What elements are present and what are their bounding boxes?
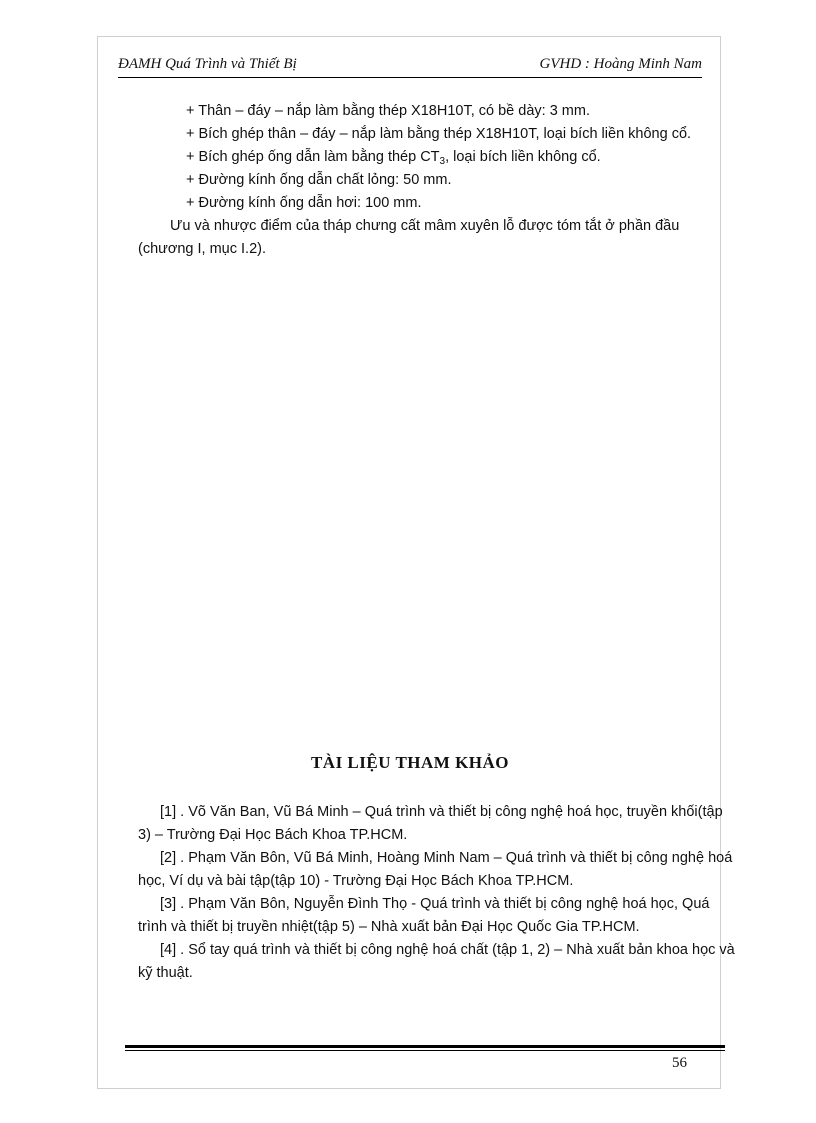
footer-divider-thin [125, 1050, 725, 1051]
footer-divider-thick [125, 1045, 725, 1048]
summary-paragraph: Ưu và nhược điểm của tháp chưng cất mâm xuyên lỗ được tóm tắt ở phần đầu (chương I, mục I.2). [138, 218, 680, 257]
header-divider [118, 77, 702, 78]
spec-vapor-pipe-diameter: + Đường kính ống dẫn hơi: 100 mm. [186, 195, 422, 211]
page-header [118, 54, 702, 74]
spec-pipe-flange-text: + Bích ghép ống dẫn làm bằng thép CT [186, 149, 440, 165]
spec-pipe-flange [138, 146, 718, 169]
material-spec-list [138, 100, 718, 261]
spec-pipe-flange-subscript: 3 [439, 156, 446, 167]
reference-item: [4] . Sổ tay quá trình và thiết bị công nghệ hoá chất (tập 1, 2) – Nhà xuất bản khoa học và kỹ thuật. [138, 942, 735, 981]
reference-item: [1] . Võ Văn Ban, Vũ Bá Minh – Quá trình và thiết bị công nghệ hoá học, truyền khối(tập 3) – Trường Đại Học Bách Khoa TP.HCM. [138, 804, 723, 843]
header-course-title: ĐAMH Quá Trình và Thiết Bị [118, 56, 297, 72]
references-list [138, 801, 738, 985]
references-title: TÀI LIỆU THAM KHẢO [310, 753, 510, 772]
spec-pipe-flange-text-end: , loại bích liền không cổ. [445, 149, 601, 165]
reference-item: [2] . Phạm Văn Bôn, Vũ Bá Minh, Hoàng Minh Nam – Quá trình và thiết bị công nghệ hoá học, Ví dụ và bài tập(tập 10) - Trường Đại Học Bách Khoa TP.HCM. [138, 850, 733, 889]
spec-shell-material: + Thân – đáy – nắp làm bằng thép X18H10T, có bề dày: 3 mm. [186, 103, 590, 119]
reference-item: [3] . Phạm Văn Bôn, Nguyễn Đình Thọ - Quá trình và thiết bị công nghệ hoá học, Quá trình và thiết bị truyền nhiệt(tập 5) – Nhà xuất bản Đại Học Quốc Gia TP.HCM. [138, 896, 710, 935]
header-advisor: GVHD : Hoàng Minh Nam [539, 56, 702, 72]
spec-shell-flange: + Bích ghép thân – đáy – nắp làm bằng thép X18H10T, loại bích liền không cổ. [186, 126, 692, 142]
spec-liquid-pipe-diameter: + Đường kính ống dẫn chất lỏng: 50 mm. [186, 172, 452, 188]
page-number: 56 [672, 1055, 687, 1071]
